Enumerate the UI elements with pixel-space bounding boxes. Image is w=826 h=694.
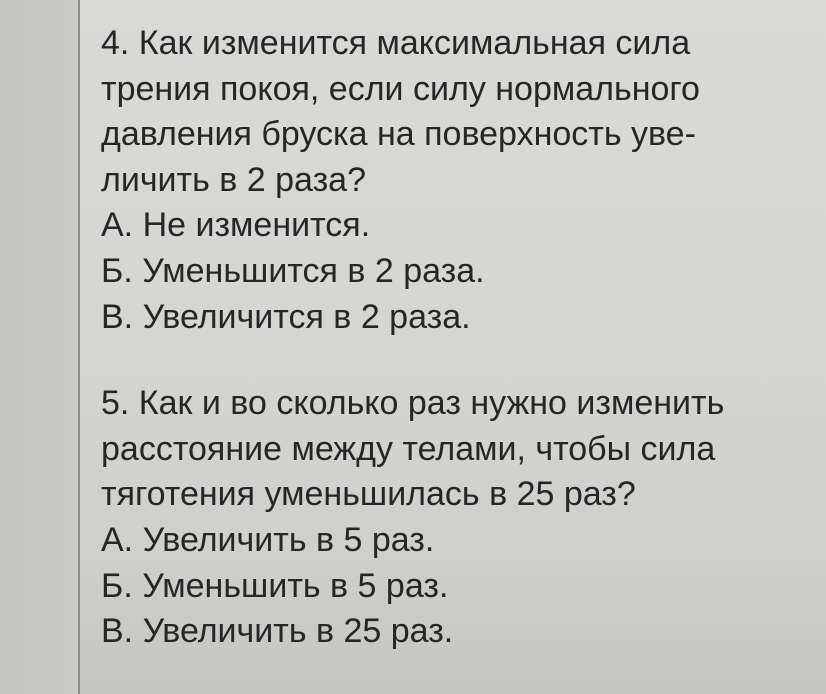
- question-4-option-v: В. Увеличится в 2 раза.: [101, 297, 471, 336]
- question-5-line: расстояние между телами, чтобы сила: [101, 429, 716, 468]
- question-4: [101, 21, 826, 340]
- question-4-option-b: Б. Уменьшится в 2 раза.: [101, 251, 485, 290]
- question-5-option-b: Б. Уменьшить в 5 раз.: [101, 566, 449, 605]
- question-4-line: личить в 2 раза?: [101, 160, 366, 199]
- question-5-line: тяготения уменьшилась в 25 раз?: [101, 475, 636, 514]
- question-4-line: трения покоя, если силу нормального: [101, 69, 700, 108]
- question-5-line: 5. Как и во сколько раз нужно изменить: [101, 384, 725, 423]
- question-gap: [101, 340, 826, 381]
- question-4-line: давления бруска на поверхность уве-: [101, 115, 696, 154]
- question-4-line: 4. Как изменится максимальная сила: [101, 24, 691, 62]
- left-margin: [0, 0, 78, 694]
- question-5: [101, 381, 826, 655]
- question-text: [101, 21, 826, 655]
- question-5-option-v: В. Увеличить в 25 раз.: [101, 612, 454, 651]
- question-5-option-a: А. Увеличить в 5 раз.: [101, 520, 435, 559]
- question-4-option-a: А. Не изменится.: [101, 206, 371, 245]
